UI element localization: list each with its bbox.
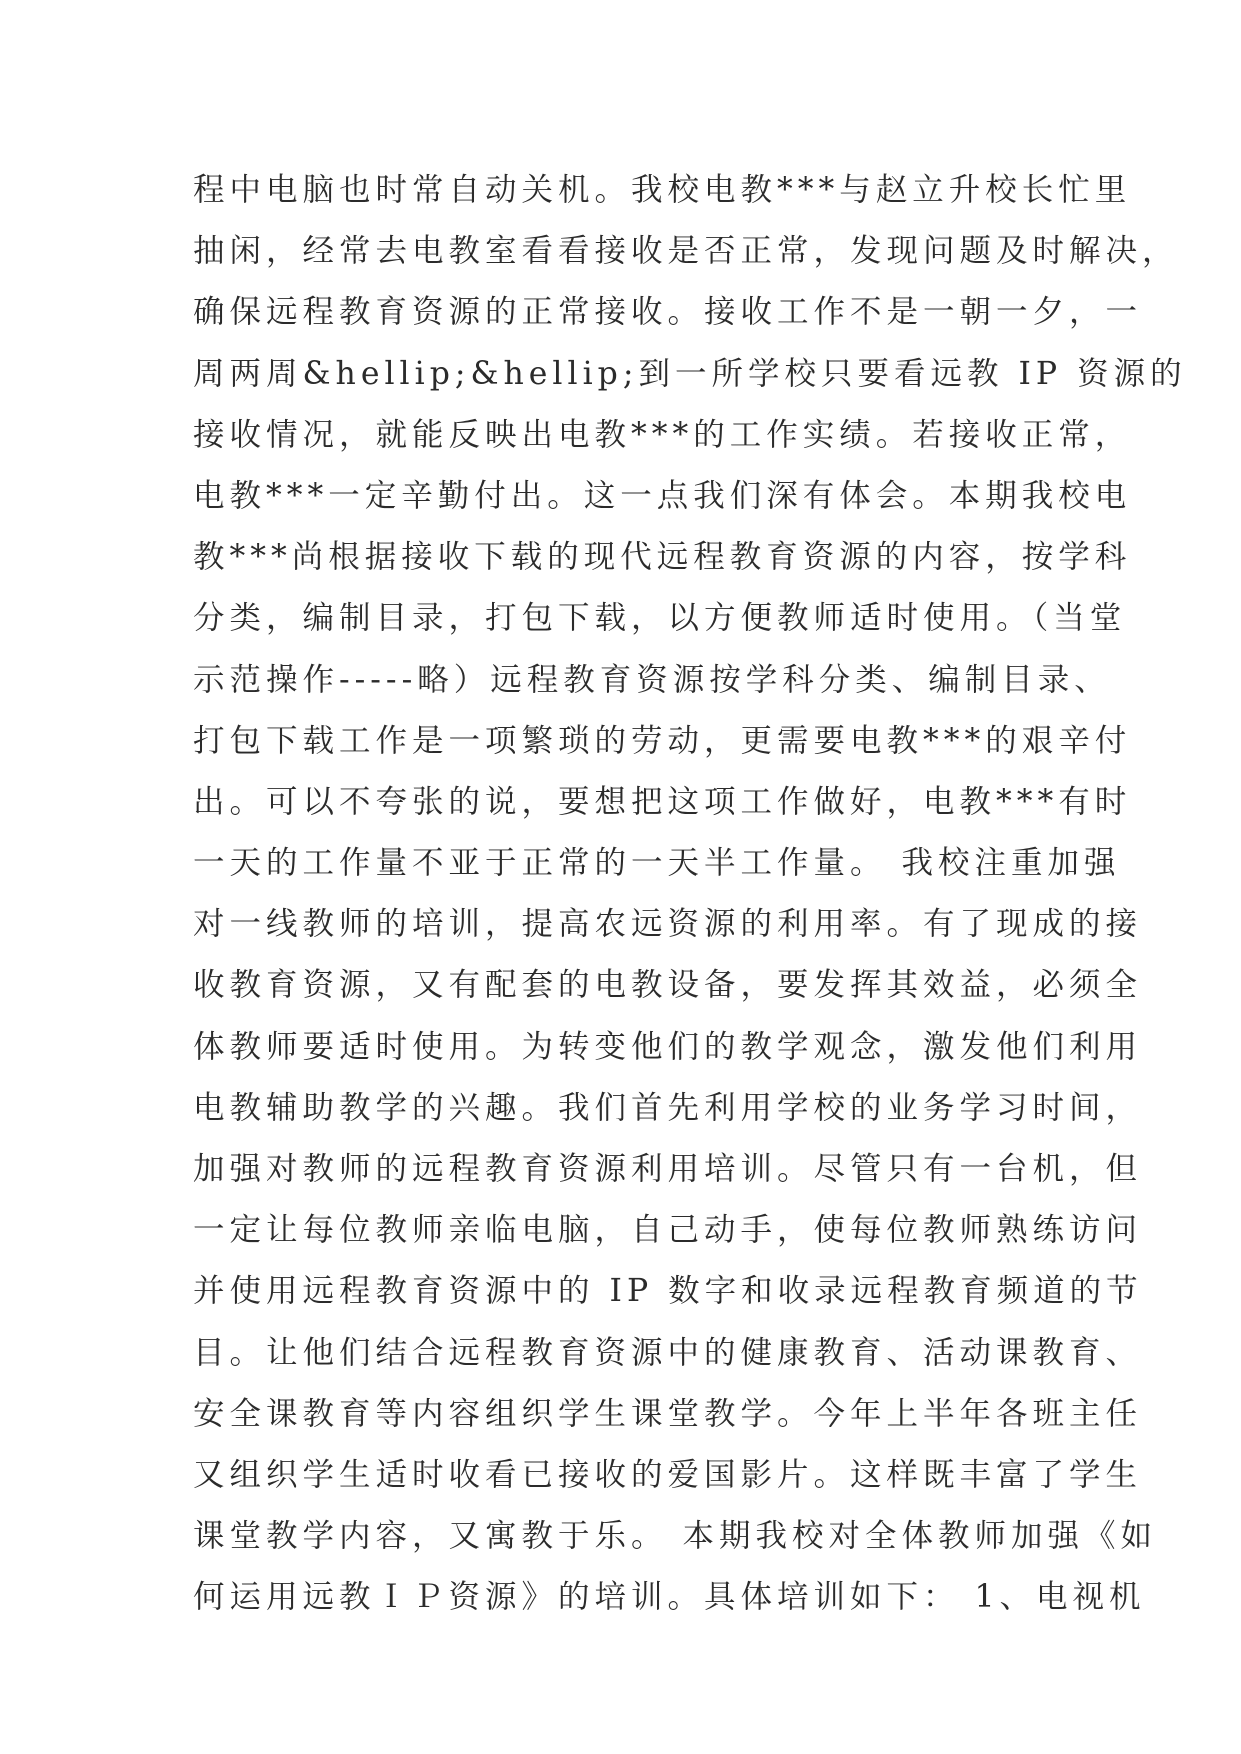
- text-line: 目。让他们结合远程教育资源中的健康教育、活动课教育、: [193, 1334, 1143, 1371]
- text-line: 接收情况，就能反映出电教***的工作实绩。若接收正常，: [193, 416, 1132, 453]
- text-line: 抽闲，经常去电教室看看接收是否正常，发现问题及时解决，: [193, 233, 1179, 270]
- text-line: 何运用远教ＩＰ资源》的培训。具体培训如下： 1、电视机: [193, 1579, 1146, 1616]
- text-line: 体教师要适时使用。为转变他们的教学观念，激发他们利用: [193, 1028, 1143, 1065]
- text-line: 打包下载工作是一项繁琐的劳动，更需要电教***的艰辛付: [193, 722, 1132, 759]
- text-line: 一定让每位教师亲临电脑，自己动手，使每位教师熟练访问: [193, 1212, 1143, 1249]
- text-line: 示范操作-----略）远程教育资源按学科分类、编制目录、: [193, 661, 1111, 698]
- text-line: 出。可以不夸张的说，要想把这项工作做好，电教***有时: [193, 783, 1132, 820]
- text-line: 收教育资源，又有配套的电教设备，要发挥其效益，必须全: [193, 967, 1143, 1004]
- text-line: 电教***一定辛勤付出。这一点我们深有体会。本期我校电: [193, 477, 1132, 514]
- text-line: 电教辅助教学的兴趣。我们首先利用学校的业务学习时间，: [193, 1089, 1143, 1126]
- text-line: 教***尚根据接收下载的现代远程教育资源的内容，按学科: [193, 539, 1132, 576]
- text-line: 一天的工作量不亚于正常的一天半工作量。 我校注重加强: [193, 845, 1121, 882]
- text-line: 确保远程教育资源的正常接收。接收工作不是一朝一夕，一: [193, 294, 1143, 331]
- text-line: 加强对教师的远程教育资源利用培训。尽管只有一台机，但: [193, 1151, 1143, 1187]
- text-line: 课堂教学内容，又寓教于乐。 本期我校对全体教师加强《如: [193, 1518, 1158, 1555]
- body-text: [193, 160, 1187, 1629]
- text-line: 周两周&hellip;&hellip;到一所学校只要看远教 IP 资源的: [193, 355, 1187, 392]
- text-line: 对一线教师的培训，提高农远资源的利用率。有了现成的接: [193, 906, 1143, 943]
- text-line: 安全课教育等内容组织学生课堂教学。今年上半年各班主任: [193, 1395, 1143, 1432]
- text-line: 又组织学生适时收看已接收的爱国影片。这样既丰富了学生: [193, 1456, 1143, 1493]
- text-line: 程中电脑也时常自动关机。我校电教***与赵立升校长忙里: [193, 172, 1132, 208]
- text-line: 分类，编制目录，打包下载，以方便教师适时使用。（当堂: [193, 600, 1127, 637]
- text-line: 并使用远程教育资源中的 IP 数字和收录远程教育频道的节: [193, 1273, 1143, 1310]
